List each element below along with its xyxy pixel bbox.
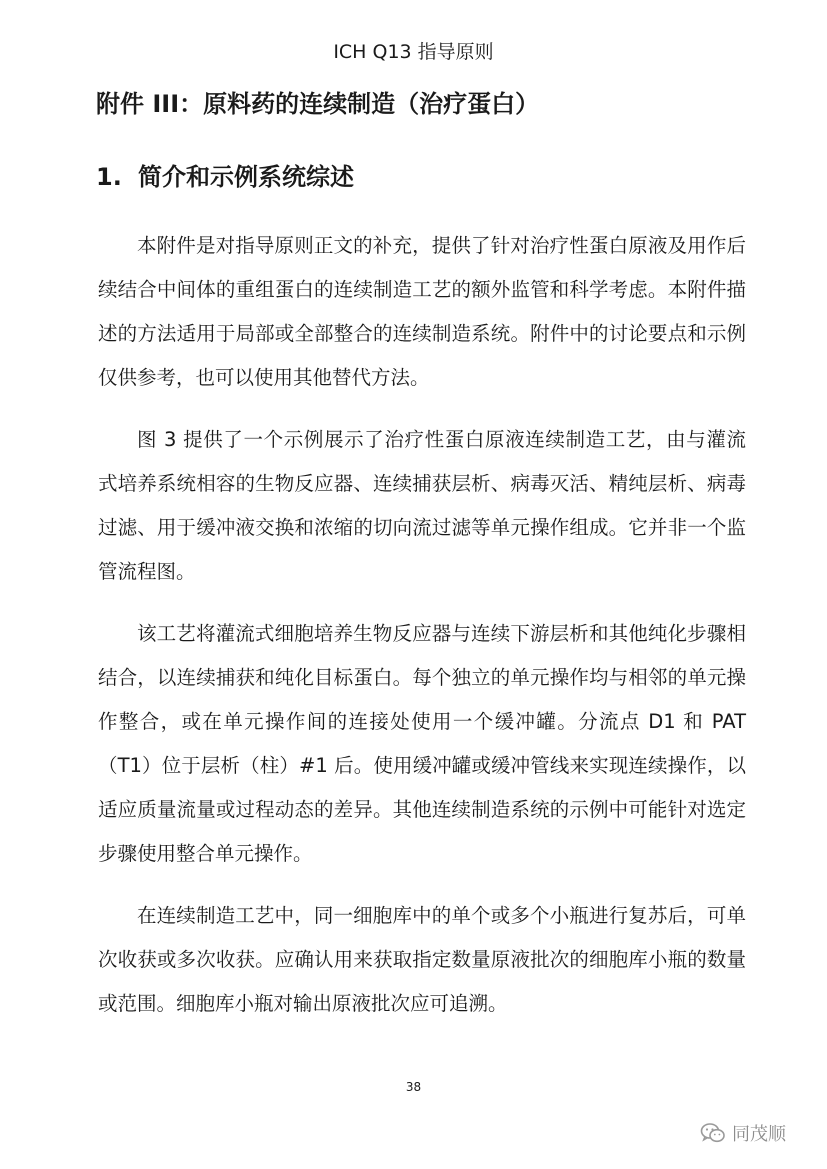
watermark-label: 同茂顺 xyxy=(732,1124,786,1145)
section-heading xyxy=(96,157,756,197)
section-number: 1. xyxy=(96,163,122,191)
paragraph-3: 该工艺将灌流式细胞培养生物反应器与连续下游层析和其他纯化步骤相结合，以连续捕获和纯化目标蛋白。每个独立的单元操作均与相邻的单元操作整合，或在单元操作间的连接处使用一个缓冲罐。分流点 D1 和 PAT（T1）位于层析（柱）#1 后。使用缓冲罐或缓冲管线来实现连续操作，以适应质量流量或过程动态的差异。其他连续制造系统的示例中可能针对选定步骤使用整合单元操作。 xyxy=(98,622,746,865)
annex-title: 附件 III：原料药的连续制造（治疗蛋白） xyxy=(96,90,540,118)
paragraph-2: 图 3 提供了一个示例展示了治疗性蛋白原液连续制造工艺，由与灌流式培养系统相容的生物反应器、连续捕获层析、病毒灭活、精纯层析、病毒过滤、用于缓冲液交换和浓缩的切向流过滤等单元操作组成。它并非一个监管流程图。 xyxy=(98,428,746,583)
paragraph-1: 本附件是对指导原则正文的补充，提供了针对治疗性蛋白原液及用作后续结合中间体的重组蛋白的连续制造工艺的额外监管和科学考虑。本附件描述的方法适用于局部或全部整合的连续制造系统。附件中的讨论要点和示例仅供参考，也可以使用其他替代方法。 xyxy=(98,234,746,389)
section-title: 简介和示例系统综述 xyxy=(138,163,354,191)
watermark xyxy=(700,1118,786,1148)
page-number: 38 xyxy=(405,1080,422,1094)
wechat-icon xyxy=(700,1122,726,1144)
running-header: ICH Q13 指导原则 xyxy=(333,41,494,63)
paragraph-4: 在连续制造工艺中，同一细胞库中的单个或多个小瓶进行复苏后，可单次收获或多次收获。应确认用来获取指定数量原液批次的细胞库小瓶的数量或范围。细胞库小瓶对输出原液批次应可追溯。 xyxy=(98,904,746,1015)
body-text xyxy=(98,224,746,1044)
